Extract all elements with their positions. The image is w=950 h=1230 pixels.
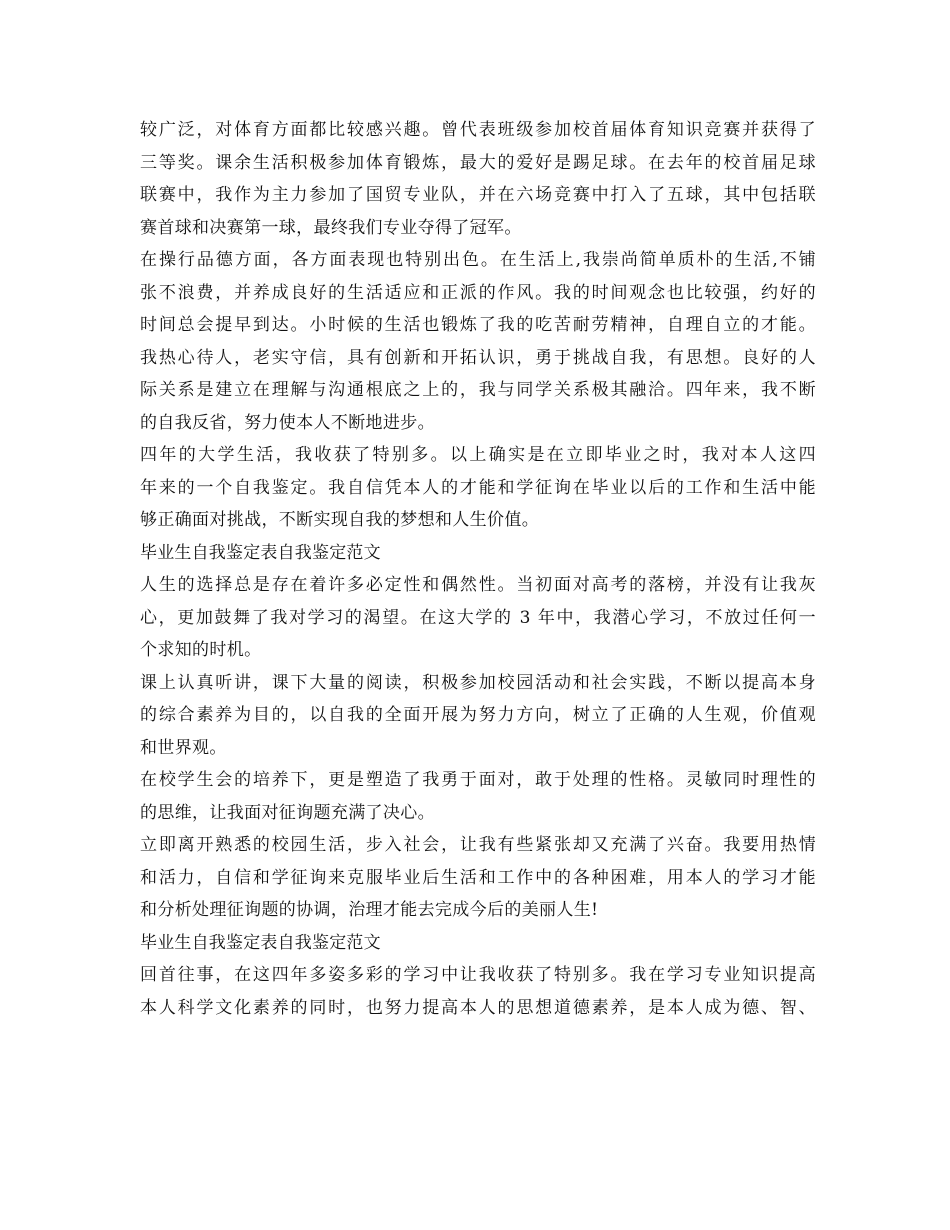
text-line: 张不浪费，并养成良好的生活适应和正派的作风。我的时间观念也比较强，约好的: [140, 282, 816, 303]
text-line: 回首往事，在这四年多姿多彩的学习中让我收获了特别多。我在学习专业知识提高: [140, 965, 816, 985]
text-line: 和世界观。: [140, 737, 227, 758]
text-line: 四年的大学生活，我收获了特别多。以上确实是在立即毕业之时，我对本人这四: [140, 445, 816, 465]
text-line: 立即离开熟悉的校园生活，步入社会，让我有些紧张却又充满了兴奋。我要用热情: [140, 835, 816, 855]
text-line: 联赛中，我作为主力参加了国贸专业队，并在六场竞赛中打入了五球，其中包括联: [140, 185, 816, 205]
text-line: 赛首球和决赛第一球，最终我们专业夺得了冠军。: [140, 217, 522, 238]
text-line: 三等奖。课余生活积极参加体育锻炼，最大的爱好是踢足球。在去年的校首届足球: [140, 152, 816, 173]
text-line: 在操行品德方面，各方面表现也特别出色。在生活上,我崇尚简单质朴的生活,不铺: [140, 250, 816, 270]
section-heading: 毕业生自我鉴定表自我鉴定范文: [140, 542, 381, 563]
text-line: 和活力，自信和学征询来克服毕业后生活和工作中的各种困难，用本人的学习才能: [140, 867, 816, 888]
text-line: 本人科学文化素养的同时，也努力提高本人的思想道德素养，是本人成为德、智、: [140, 997, 816, 1018]
text-line: 人生的选择总是存在着许多必定性和偶然性。当初面对高考的落榜，并没有让我灰: [140, 575, 816, 595]
section-heading: 毕业生自我鉴定表自我鉴定范文: [140, 932, 381, 953]
text-line: 我热心待人，老实守信，具有创新和开拓认识，勇于挑战自我，有思想。良好的人: [140, 347, 816, 368]
text-line: 够正确面对挑战，不断实现自我的梦想和人生价值。: [140, 510, 540, 530]
document-body: [140, 114, 816, 1024]
text-line: 时间总会提早到达。小时候的生活也锻炼了我的吃苦耐劳精神，自理自立的才能。: [140, 315, 816, 335]
text-line: 的自我反省，努力使本人不断地进步。: [140, 412, 435, 433]
text-line: 年来的一个自我鉴定。我自信凭本人的才能和学征询在毕业以后的工作和生活中能: [140, 477, 816, 498]
text-line: 心，更加鼓舞了我对学习的渴望。在这大学的 3 年中，我潜心学习，不放过任何一: [140, 607, 816, 628]
text-line: 个求知的时机。: [140, 640, 262, 660]
text-line: 的思维，让我面对征询题充满了决心。: [140, 802, 435, 823]
text-line: 较广泛，对体育方面都比较感兴趣。曾代表班级参加校首届体育知识竞赛并获得了: [140, 120, 816, 140]
text-line: 课上认真听讲，课下大量的阅读，积极参加校园活动和社会实践，不断以提高本身: [140, 672, 816, 693]
text-line: 的综合素养为目的，以自我的全面开展为努力方向，树立了正确的人生观，价值观: [140, 705, 816, 725]
text-line: 和分析处理征询题的协调，治理才能去完成今后的美丽人生!: [140, 900, 599, 920]
text-line: 在校学生会的培养下，更是塑造了我勇于面对，敢于处理的性格。灵敏同时理性的: [140, 770, 816, 790]
text-line: 际关系是建立在理解与沟通根底之上的，我与同学关系极其融洽。四年来，我不断: [140, 380, 816, 400]
